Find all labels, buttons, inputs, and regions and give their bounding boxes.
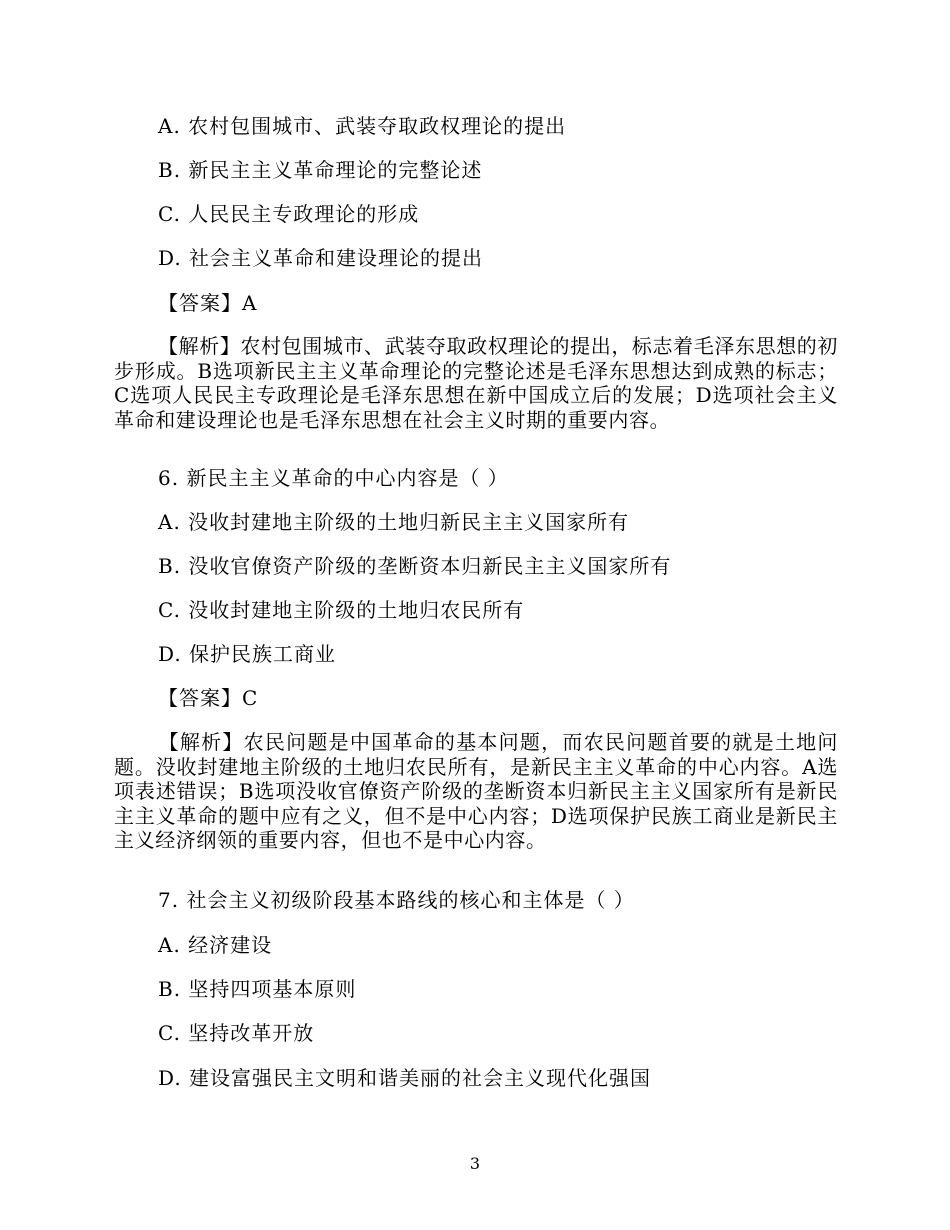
q5-option-a: A. 农村包围城市、武装夺取政权理论的提出 [158, 114, 567, 138]
q7-option-d: D. 建设富强民主文明和谐美丽的社会主义现代化强国 [158, 1066, 652, 1090]
q7-option-b: B. 坚持四项基本原则 [158, 977, 357, 1001]
q6-option-a: A. 没收封建地主阶级的土地归新民主主义国家所有 [158, 510, 630, 534]
q5-option-c: C. 人民民主专政理论的形成 [158, 202, 420, 226]
q6-analysis [114, 730, 838, 853]
q7-option-a: A. 经济建设 [158, 933, 273, 957]
q7-question: 7. 社会主义初级阶段基本路线的核心和主体是（ ） [158, 888, 635, 912]
q5-analysis [114, 334, 838, 432]
q6-option-d: D. 保护民族工商业 [158, 642, 337, 666]
q5-analysis-text: 【解析】农村包围城市、武装夺取政权理论的提出，标志着毛泽东思想的初步形成。B选项新民主主义革命理论的完整论述是毛泽东思想达到成熟的标志；C选项人民民主专政理论是毛泽东思想在新中国成立后的发展；D选项社会主义革命和建设理论也是毛泽东思想在社会主义时期的重要内容。 [114, 334, 838, 432]
q5-option-b: B. 新民主主义革命理论的完整论述 [158, 158, 483, 182]
q6-option-b: B. 没收官僚资产阶级的垄断资本归新民主主义国家所有 [158, 554, 672, 578]
q6-answer: 【答案】C [158, 686, 259, 710]
q6-question: 6. 新民主主义革命的中心内容是（ ） [158, 466, 509, 490]
q6-option-c: C. 没收封建地主阶级的土地归农民所有 [158, 598, 525, 622]
page-number: 3 [469, 1154, 481, 1173]
q5-option-d: D. 社会主义革命和建设理论的提出 [158, 246, 484, 270]
q6-analysis-text: 【解析】农民问题是中国革命的基本问题，而农民问题首要的就是土地问题。没收封建地主阶级的土地归农民所有，是新民主主义革命的中心内容。A选项表述错误；B选项没收官僚资产阶级的垄断资本归新民主主义国家所有是新民主主义革命的题中应有之义，但不是中心内容；D选项保护民族工商业是新民主主义经济纲领的重要内容，但也不是中心内容。 [114, 730, 838, 852]
q7-option-c: C. 坚持改革开放 [158, 1021, 315, 1045]
q5-answer: 【答案】A [158, 291, 258, 315]
